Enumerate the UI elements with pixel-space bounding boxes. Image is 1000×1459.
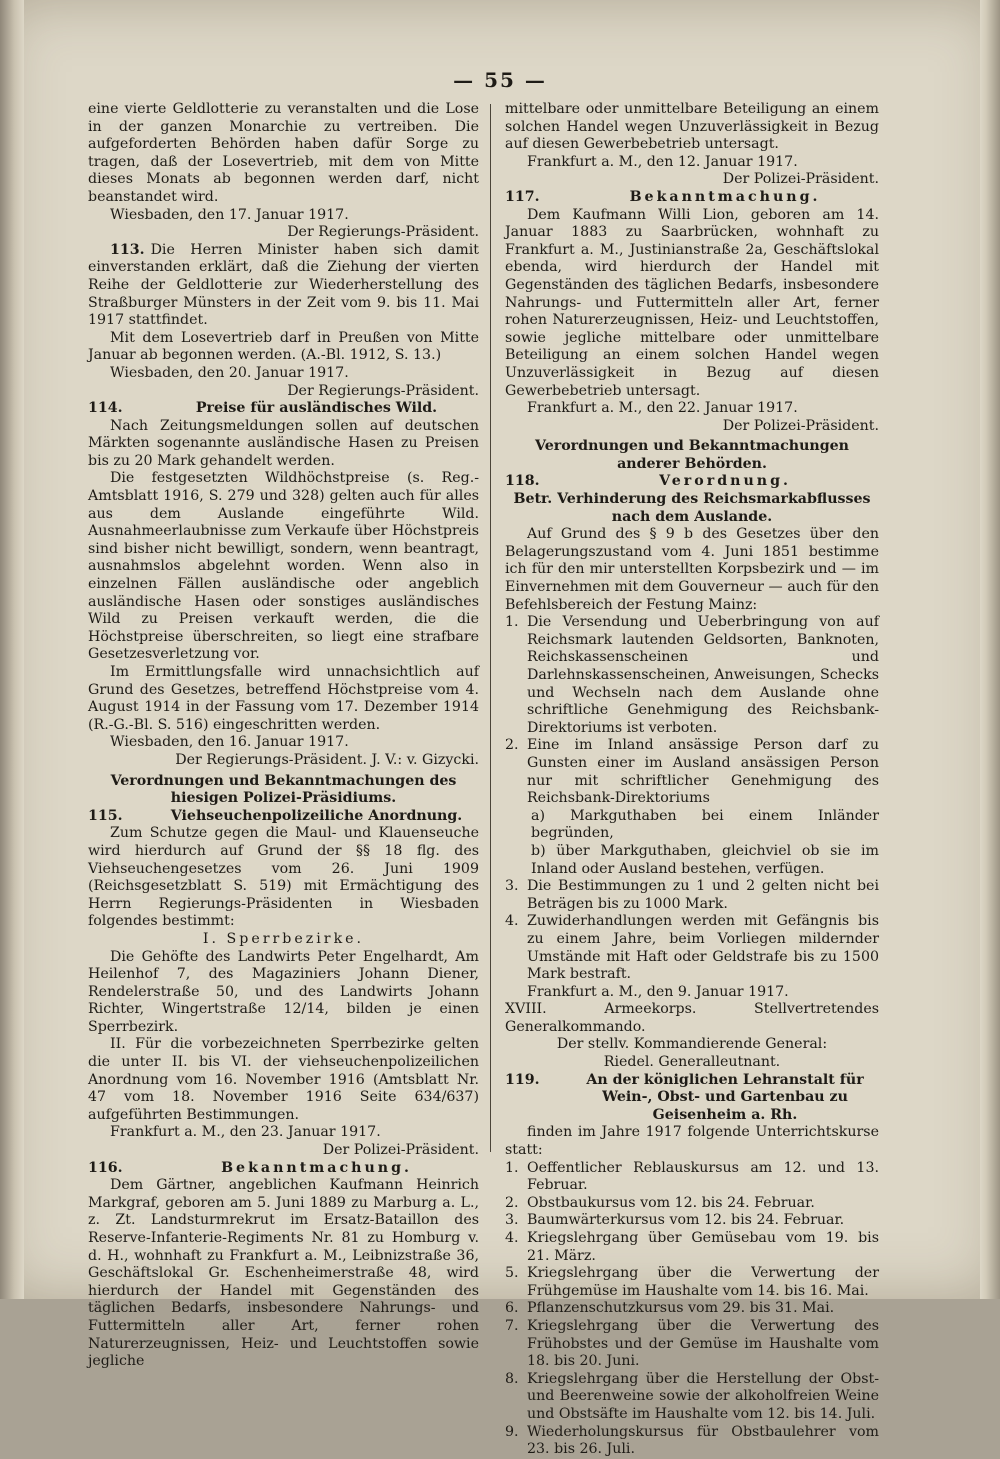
right-column — [505, 101, 879, 1459]
item-number: 4. — [505, 913, 519, 930]
course-number: 9. — [505, 1423, 519, 1440]
course-item — [505, 1212, 879, 1230]
course-item — [505, 1160, 879, 1195]
signature: Der Regierungs-Präsident. — [287, 224, 479, 241]
course-item — [505, 1318, 879, 1371]
paragraph: Auf Grund des § 9 b des Gesetzes über den Belagerungszustand vom 4. Juni 1851 bestimme ich für den mir unterstellten Korpsbezirk und — im Einvernehmen mit dem Gouverneur — auch für den Befehlsbereich der Festung Mainz: — [505, 526, 879, 613]
notice-title: Bekanntmachung. — [221, 1159, 412, 1176]
course-list — [505, 1160, 879, 1459]
paragraph: Dem Gärtner, angeblichen Kaufmann Heinrich Markgraf, geboren am 5. Juni 1889 zu Marburg a. L., z. Zt. Landsturmrekrut im Ersatz-Bataillon des Reserve-Infanterie-Regiments Nr. 81 zu Homburg v. d. H., wohnhaft zu Frankfurt a. M., Leibnizstraße 36, Geschäftslokal Gr. Eschenheimerstraße 48, wird hierdurch der Handel mit Gegenständen des täglichen Bedarfs, insbesondere Nahrungs- und Futtermitteln aller Art, ferner rohen Naturerzeugnissen, Heiz- und Leuchtstoffen sowie jegliche — [88, 1177, 479, 1370]
corps-line: XVIII. Armeekorps. Stellvertretendes Generalkommando. — [505, 1001, 879, 1035]
subheading: I. Sperrbezirke. — [202, 930, 365, 947]
course-item — [505, 1265, 879, 1300]
course-number: 8. — [505, 1370, 519, 1387]
item-text: Die Versendung und Ueberbringung von auf Reichsmark lautenden Geldsorten, Banknoten, Reichskassenscheinen und Darlehnskassenscheinen, Anweisungen, Schecks und Wechseln nach dem Auslande ohne schriftliche Genehmigung des Reichsbank-Direktoriums ist verboten. — [527, 614, 879, 736]
course-text: Wiederholungskursus für Obstbaulehrer vom 23. bis 26. Juli. — [527, 1423, 879, 1458]
course-text: Obstbaukursus vom 12. bis 24. Februar. — [527, 1194, 815, 1211]
place-date: Frankfurt a. M., den 23. Januar 1917. — [110, 1124, 381, 1141]
item-text: Die Bestimmungen zu 1 und 2 gelten nicht bei Beträgen bis zu 1000 Mark. — [527, 878, 879, 912]
paragraph: Dem Kaufmann Willi Lion, geboren am 14. Januar 1883 zu Saarbrücken, wohnhaft zu Frankfurt a. M., Justinianstraße 2a, Geschäftslokal ebenda, wird hierdurch der Handel mit Gegenständen des täglichen Bedarfs, insbesondere Nahrungs- und Futtermitteln aller Art, ferner rohen Naturerzeugnissen, Heiz- und Leuchtstoffen, sowie jegliche mittelbare oder unmittelbare Beteiligung an einem solchen Handel wegen Unzuverlässigkeit in Bezug auf diesen Gewerbebetrieb untersagt. — [505, 206, 879, 399]
continued-text: eine vierte Geldlotterie zu veranstalten und die Lose in der ganzen Monarchie zu vertreiben. Die aufgeforderten Behörden haben dafür Sorge zu tragen, daß der Losevertrieb, mit dem von Mitte dieses Monats ab begonnen werden darf, nicht beanstandet wird. — [88, 101, 479, 205]
course-text: Oeffentlicher Reblauskursus am 12. und 13. Februar. — [527, 1159, 879, 1194]
course-text: Kriegslehrgang über Gemüsebau vom 19. bis 21. März. — [527, 1230, 879, 1264]
section-heading: Verordnungen und Bekanntmachungen anderer Behörden. — [535, 438, 849, 472]
column-divider — [490, 104, 491, 1152]
sub-item: a) Markguthaben bei einem Inländer begründen, — [531, 807, 879, 842]
paragraph: Die festgesetzten Wildhöchstpreise (s. Reg.-Amtsblatt 1916, S. 279 und 328) gelten auch für alles aus dem Auslande eingeführte Wild. Ausnahmeerlaubnisse zum Verkaufe über Höchstpreis sind bisher nicht bewilligt, sondern, wenn beantragt, ausnahmslos abgelehnt worden. Wenn also in einzelnen Fällen ausländische oder angeblich ausländische Hasen oder sonstiges ausländisches Wild zu Preisen verkauft werden, die die Höchstpreise überschreiten, so liegt eine strafbare Gesetzesverletzung vor. — [88, 470, 479, 663]
notice-number: 114. — [88, 400, 123, 417]
paragraph: Mit dem Losevertrieb darf in Preußen von Mitte Januar ab begonnen werden. (A.-Bl. 1912, S. 13.) — [88, 329, 479, 364]
course-number: 1. — [505, 1159, 519, 1176]
signature: Der Regierungs-Präsident. — [287, 382, 479, 399]
place-date: Wiesbaden, den 20. Januar 1917. — [110, 364, 349, 381]
course-number: 6. — [505, 1300, 519, 1317]
paragraph: Im Ermittlungsfalle wird unnachsichtlich auf Grund des Gesetzes, betreffend Höchstpreise vom 4. August 1914 in der Fassung vom 17. Dezember 1914 (R.-G.-Bl. S. 516) eingeschritten werden. — [88, 664, 479, 733]
notice-number: 115. — [88, 807, 123, 824]
course-item — [505, 1300, 879, 1318]
signature: Der stellv. Kommandierende General: — [556, 1036, 828, 1053]
course-number: 7. — [505, 1317, 519, 1334]
notice-119-header — [505, 1072, 879, 1125]
notice-number: 113. — [110, 241, 145, 258]
notice-number: 118. — [505, 473, 540, 490]
course-item — [505, 1424, 879, 1459]
notice-title: Preise für ausländisches Wild. — [195, 400, 438, 417]
page-edge-right — [980, 0, 1000, 1299]
left-column — [88, 101, 479, 1371]
signature: Der Polizei-Präsident. — [722, 171, 879, 188]
notice-title: Viehseuchenpolizeiliche Anordnung. — [170, 807, 463, 824]
signature-name: Riedel. Generalleutnant. — [603, 1054, 781, 1071]
notice-number: 117. — [505, 188, 540, 205]
continued-text: mittelbare oder unmittelbare Beteiligung an einem solchen Handel wegen Unzuverlässigkeit in Bezug auf diesen Gewerbebetrieb untersagt. — [505, 101, 879, 153]
item-number: 2. — [505, 737, 519, 754]
notice-text: Die Herren Minister haben sich damit einverstanden erklärt, daß die Ziehung der vierten Reihe der Geldlotterie zur Wiederherstellung des Straßburger Münsters in der Zeit vom 9. bis 11. Mai 1917 stattfindet. — [88, 241, 479, 329]
notice-number: 116. — [88, 1159, 123, 1176]
paragraph: II. Für die vorbezeichneten Sperrbezirke gelten die unter II. bis VI. der viehseuchenpolizeilichen Anordnung vom 16. November 1916 (Amtsblatt Nr. 47 vom 18. November 1916 Seite 634/637) aufgeführten Bestimmungen. — [88, 1036, 479, 1123]
notice-title: An der königlichen Lehranstalt für Wein-, Obst- und Gartenbau zu Geisenheim a. Rh. — [586, 1071, 864, 1123]
signature: Der Polizei-Präsident. — [322, 1142, 479, 1159]
list-item — [505, 878, 879, 913]
notice-118-header — [505, 473, 879, 491]
page-number: — 55 — — [453, 68, 547, 92]
place-date: Frankfurt a. M., den 22. Januar 1917. — [527, 400, 798, 417]
notice-115-header — [88, 808, 479, 826]
notice-114-header — [88, 400, 479, 418]
course-text: Kriegslehrgang über die Verwertung des Frühobstes und der Gemüse im Haushalte vom 18. bis 20. Juni. — [527, 1317, 879, 1370]
paragraph: Zum Schutze gegen die Maul- und Klauenseuche wird hierdurch auf Grund der §§ 18 flg. des Viehseuchengesetzes vom 26. Juni 1909 (Reichsgesetzblatt S. 519) mit Ermächtigung des Herrn Regierungs-Präsidenten in Wiesbaden folgendes bestimmt: — [88, 825, 479, 930]
place-date: Frankfurt a. M., den 9. Januar 1917. — [527, 983, 789, 1000]
signature: Der Polizei-Präsident. — [722, 417, 879, 434]
course-number: 5. — [505, 1265, 519, 1282]
course-number: 3. — [505, 1212, 519, 1229]
course-text: Kriegslehrgang über die Herstellung der Obst- und Beerenweine sowie der alkoholfreien Weine und Obstsäfte im Haushalte vom 12. bis 14. Juli. — [527, 1370, 879, 1422]
paragraph: Die Gehöfte des Landwirts Peter Engelhardt, Am Heilenhof 7, des Magaziniers Johann Diener, Rendelerstraße 50, und des Landwirts Johann Richter, Wingertstraße 12/14, bilden je einen Sperrbezirk. — [88, 948, 479, 1035]
section-heading: Verordnungen und Bekanntmachungen des hiesigen Polizei-Präsidiums. — [110, 772, 457, 807]
course-text: Pflanzenschutzkursus vom 29. bis 31. Mai. — [527, 1300, 835, 1317]
notice-number: 119. — [505, 1071, 540, 1088]
notice-title: Verordnung. — [659, 473, 791, 490]
course-item — [505, 1195, 879, 1213]
place-date: Frankfurt a. M., den 12. Januar 1917. — [527, 153, 798, 170]
item-number: 1. — [505, 614, 519, 631]
course-number: 4. — [505, 1230, 519, 1246]
course-text: Kriegslehrgang über die Verwertung der Frühgemüse im Haushalte vom 14. bis 16. Mai. — [527, 1265, 879, 1299]
page-edge-left — [0, 0, 24, 1299]
item-text: Zuwiderhandlungen werden mit Gefängnis bis zu einem Jahre, beim Vorliegen mildernder Umstände mit Haft oder Geldstrafe bis zu 1500 Mark bestraft. — [527, 913, 879, 983]
item-number: 3. — [505, 878, 519, 895]
paragraph: finden im Jahre 1917 folgende Unterrichtskurse statt: — [505, 1124, 879, 1159]
signature: Der Regierungs-Präsident. J. V.: v. Gizycki. — [175, 751, 479, 768]
course-item — [505, 1371, 879, 1424]
notice-117-header — [505, 189, 879, 207]
list-item — [505, 737, 879, 807]
course-number: 2. — [505, 1194, 519, 1211]
notice-116-header — [88, 1160, 479, 1178]
notice-title: Bekanntmachung. — [629, 188, 821, 205]
sub-item: b) über Markguthaben, gleichviel ob sie im Inland oder Ausland bestehen, verfügen. — [531, 842, 879, 877]
place-date: Wiesbaden, den 17. Januar 1917. — [110, 206, 349, 223]
course-text: Baumwärterkursus vom 12. bis 24. Februar. — [527, 1212, 845, 1229]
place-date: Wiesbaden, den 16. Januar 1917. — [110, 734, 349, 751]
list-item — [505, 614, 879, 737]
notice-113 — [88, 242, 479, 330]
list-item — [505, 913, 879, 983]
paragraph: Nach Zeitungsmeldungen sollen auf deutschen Märkten sogenannte ausländische Hasen zu Preisen bis zu 20 Mark gehandelt werden. — [88, 417, 479, 469]
item-text: Eine im Inland ansässige Person darf zu Gunsten einer im Ausland ansässigen Person nur mit schriftlicher Genehmigung des Reichsbank-Direktoriums — [527, 737, 879, 807]
course-item — [505, 1230, 879, 1265]
notice-subtitle: Betr. Verhinderung des Reichsmarkabflusses nach dem Auslande. — [513, 491, 871, 525]
